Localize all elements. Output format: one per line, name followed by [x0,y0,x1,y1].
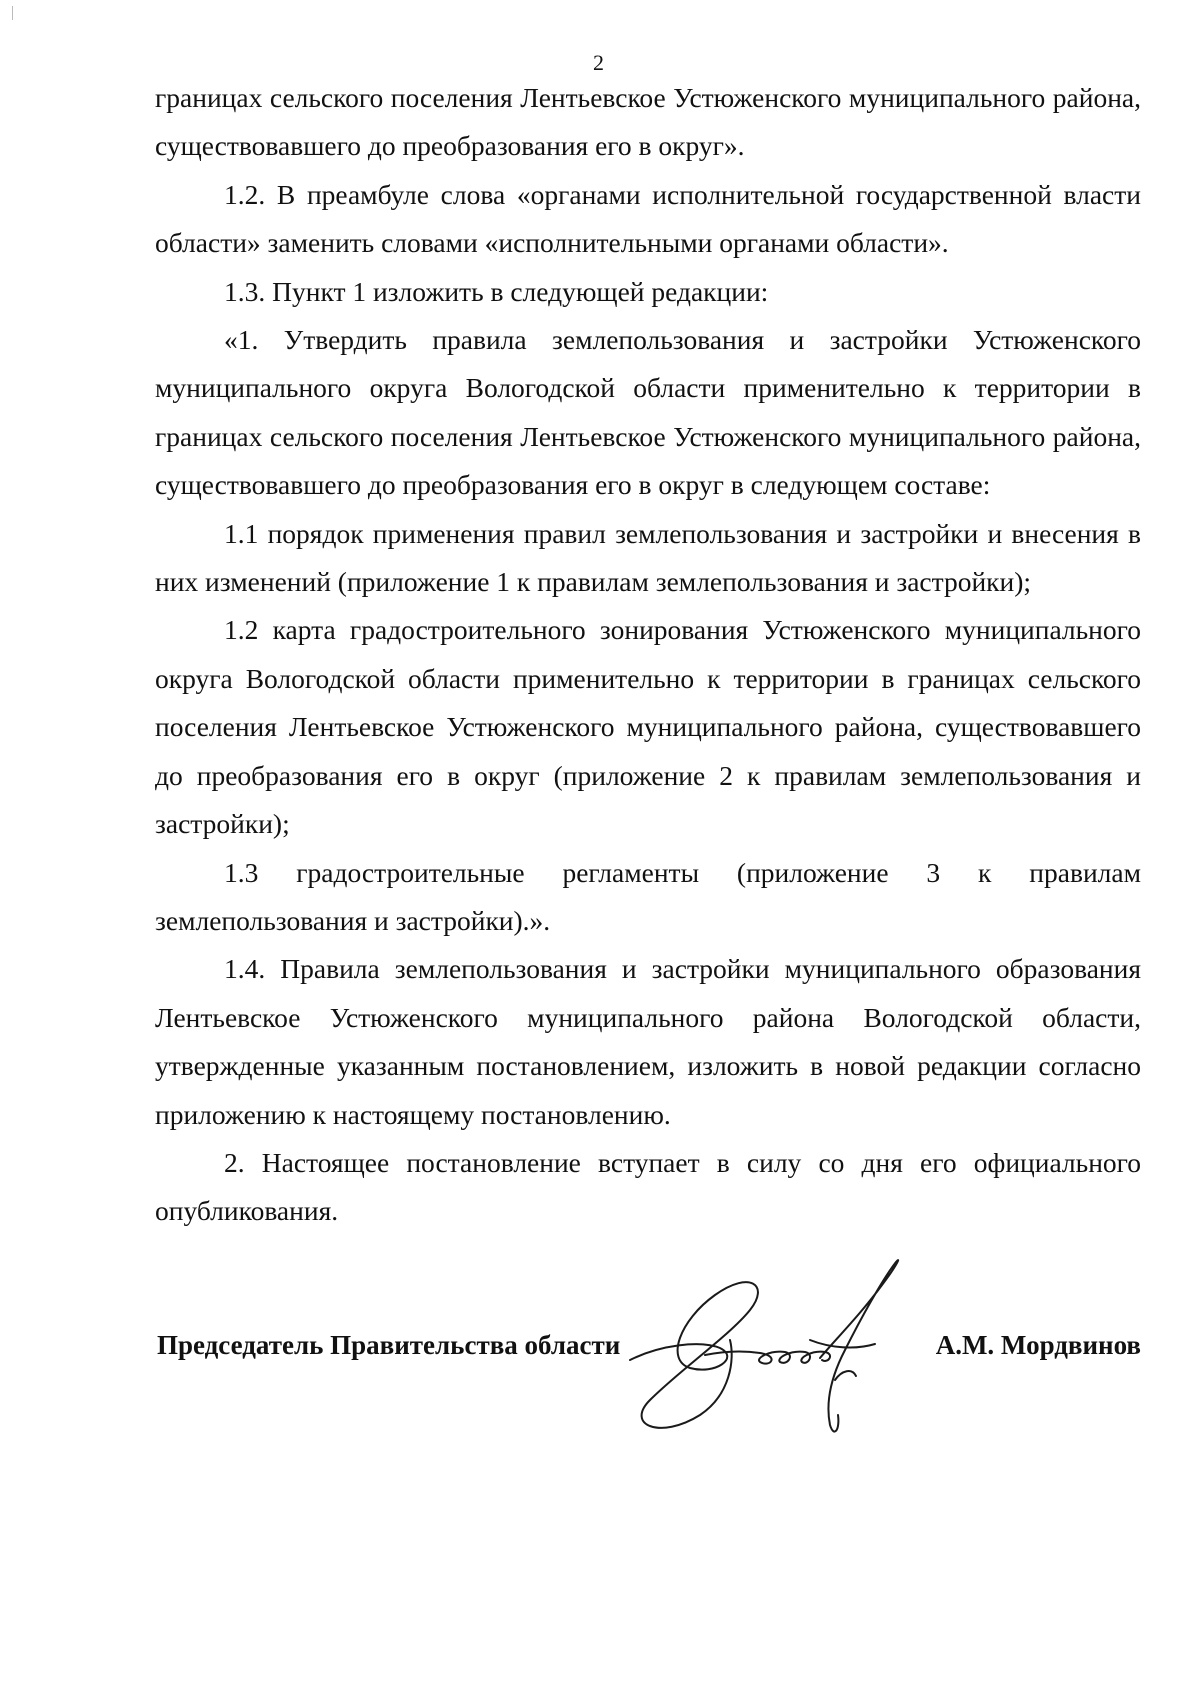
handwritten-signature [620,1240,980,1450]
paragraph-1-4: 1.4. Правила землепользования и застройки муниципального образования Лентьевское Устюженского муниципального района Вологодской области, утвержденные указанным постановлением, изложить в новой редакции согласно приложению к настоящему постановлению. [155,953,1141,1130]
document-body [155,74,1141,1236]
paragraph-1-3: 1.3. Пункт 1 изложить в следующей редакции: [224,275,769,307]
signer-name: А.М. Мордвинов [935,1330,1141,1360]
paragraph-2: 2. Настоящее постановление вступает в силу со дня его официального опубликования. [155,1146,1141,1227]
paragraph-point-1-3: 1.3 градостроительные регламенты (приложение 3 к правилам землепользования и застройки).». [155,856,1141,936]
page-number: 2 [593,50,604,75]
paragraph-point-1: «1. Утвердить правила землепользования и застройки Устюженского муниципального округа Вологодской области применительно к территории в границах сельского поселения Лентьевское Устюженского муниципального района, существовавшего до преобразования его в округ в следующем составе: [155,324,1141,501]
scan-artifact [12,6,13,20]
signer-position: Председатель Правительства области [157,1330,621,1360]
paragraph-1-2: 1.2. В преамбуле слова «органами исполнительной государственной власти области» заменить словами «исполнительными органами области». [155,178,1141,259]
paragraph-point-1-2: 1.2 карта градостроительного зонирования Устюженского муниципального округа Вологодской области применительно к территории в границах сельского поселения Лентьевское Устюженского муниципального района, существовавшего до преобразования его в округ (приложение 2 к правилам землепользования и застройки); [155,614,1141,840]
paragraph-continuation: границах сельского поселения Лентьевское Устюженского муниципального района, существовавшего до преобразования его в округ». [155,82,1141,162]
paragraph-point-1-1: 1.1 порядок применения правил землепользования и застройки и внесения в них изменений (приложение 1 к правилам землепользования и застройки); [155,517,1141,598]
